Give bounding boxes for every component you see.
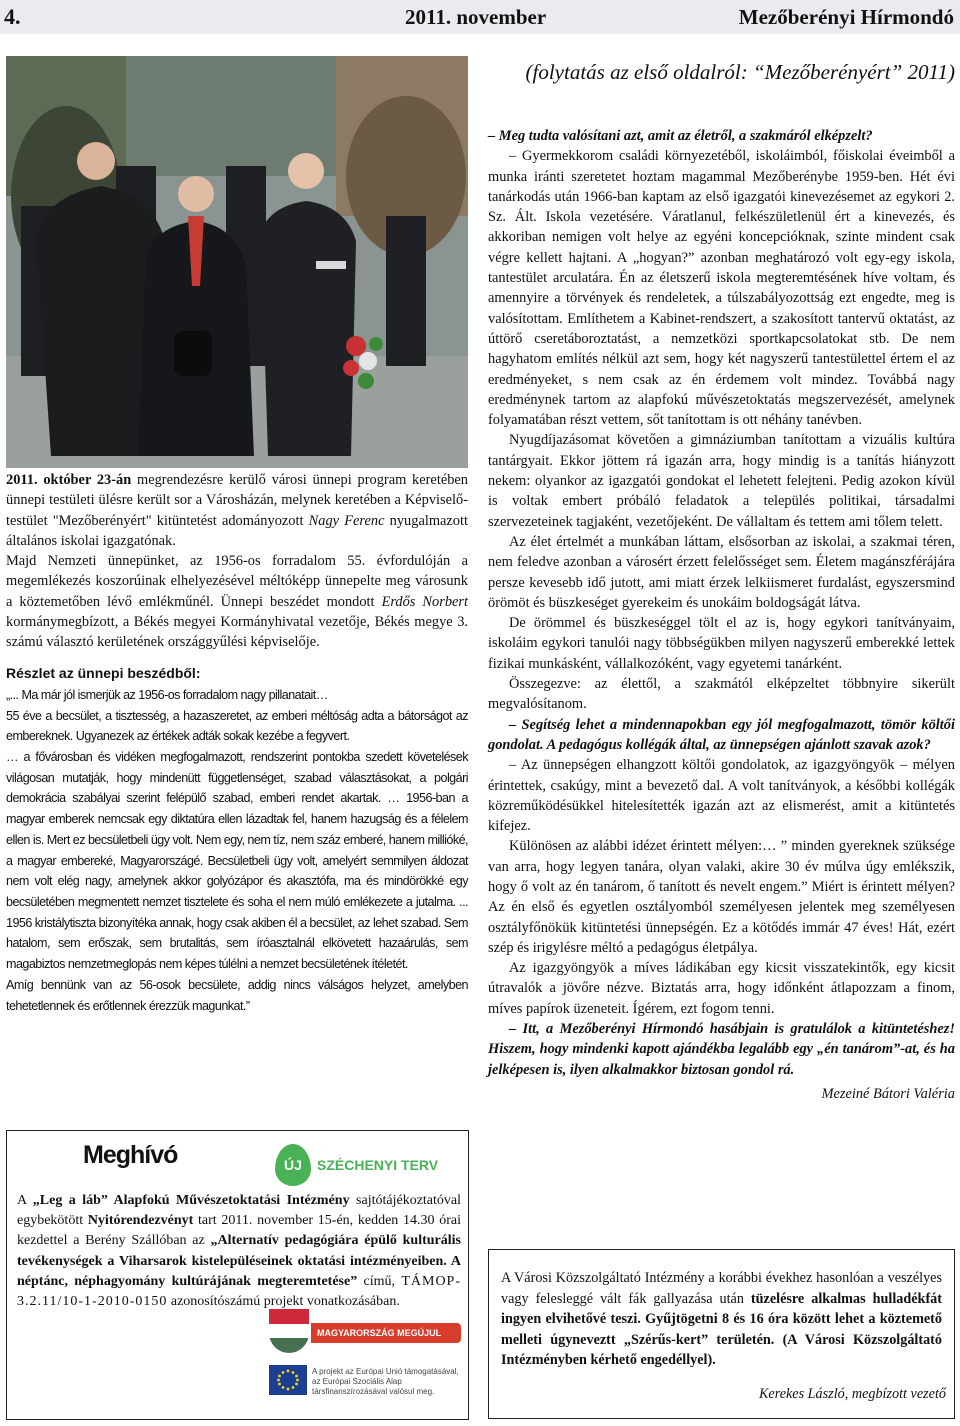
speech-paragraph: Amíg bennünk van az 56-osok becsülete, addig nincs válságos helyzet, amelyben tehetetlennek és erőtlennek érezzük magunkat.” bbox=[6, 977, 468, 1013]
invite-text-1: A bbox=[17, 1193, 33, 1208]
project-title: „Alternatív pedagógiára épülő kulturális tevékenységek a Viharsarok kistelepüléseinek oktatási intézményeiben. A néptánc, néphagyomány kultúrájának megteremtetése” bbox=[17, 1233, 461, 1289]
interview-question: – Segítség lehet a mindennapokban egy jól megfogalmazott, tömör költői gondolat. A pedagógus kollégák által, az ünnepségen ajánlott szavak azok? bbox=[488, 716, 955, 753]
institution-name: „Leg a láb” Alapfokú Művészetoktatási Intézmény bbox=[32, 1193, 350, 1208]
leaf-icon: ÚJ bbox=[275, 1144, 311, 1186]
speaker-name: Erdős Norbert bbox=[381, 593, 468, 610]
interview-answer: Különösen az alábbi idézet érintett mélyen:… ” minden gyereknek szüksége van arra, hogy legyen tanára, olyan valaki, akire 30 év múlva úgy emlékszik, hogy ő volt az én tanárom, ő tanított és nevelt engem.” Miért is érintett mélyen? Az én első és egyetlen osztályomból személyesen jelentek meg személyesen osztályfőnökük kitüntetési ünnepségén. Ez a kötődés immár 47 éves! Hát, ezért szép és irigylésre méltó a pedagógus életpálya. bbox=[488, 838, 955, 956]
invitation-text bbox=[17, 1191, 461, 1312]
invite-text-5: azonosítószámú projekt vonatkozásában. bbox=[167, 1294, 400, 1310]
commemoration-paragraph bbox=[6, 551, 468, 652]
notice-text: A Városi Közszolgáltató Intézmény a korábbi évekhez hasonlóan a veszélyes vagy felesleggé vált fák gallyazása után bbox=[501, 1270, 942, 1307]
invite-text-3: tart 2011. november 15-én, kedden 14.30 órai kezdettel a Berény Szállóban az bbox=[17, 1213, 461, 1249]
event-name: Nyitórendezvényt bbox=[87, 1213, 194, 1229]
interview-answer: Összegezve: az élettől, a szakmától elképzeltet többnyire sikerült megvalósítanom. bbox=[488, 676, 955, 713]
szechenyi-text: SZÉCHENYI TERV bbox=[317, 1157, 439, 1173]
speech-heading: Részlet az ünnepi beszédből: bbox=[6, 664, 201, 681]
interview-answer: Nyugdíjazásomat követően a gimnáziumban tanítottam a vizuális kultúra tantárgyait. Ekkor jöttem rá igazán arra, hogy mindig is a tanítás hiányzott nekem: olyankor az igazgatói gondokat el lehetett felejteni. Pedig azokon kívül is voltak embert próbáló feladatok a település politikai, társadalmi szervezeteinek tagjaként, vezetőjeként. De vállaltam és tettem ami tőlem telett. bbox=[488, 432, 955, 530]
eu-flag-icon bbox=[269, 1365, 307, 1395]
hungarian-flag-icon bbox=[269, 1309, 309, 1353]
magyarorszag-megujul-badge: MAGYARORSZÁG MEGÚJUL bbox=[311, 1323, 461, 1343]
issue-date: 2011. november bbox=[405, 4, 547, 29]
publication-name: Mezőberényi Hírmondó bbox=[738, 4, 954, 29]
page-header bbox=[0, 0, 960, 34]
author-signature: Mezeiné Bátori Valéria bbox=[821, 1085, 955, 1102]
szechenyi-logo bbox=[275, 1144, 438, 1186]
intro-text-a: megrendezésre kerülő városi ünnepi program keretében ünnepi testületi ülésre került sor a Városházán, melynek keretében a Képviselő-testület "Mezőberényért" kitüntetést adományozott bbox=[6, 472, 468, 529]
speech-paragraph: 55 éve a becsület, a tisztesség, a hazaszeretet, az emberi méltóság adta a bátorságot az embereknek. Ugyanezek az értékek adták sokak kezébe a fegyvert. bbox=[6, 708, 468, 744]
ceremony-photo bbox=[6, 56, 468, 468]
speech-paragraph: … a fővárosban és vidéken megfogalmazott, rendszerint pontokba szedett követelések világosan mutatják, hogy mindenütt függetlenséget, szabad választásokat, a polgári demokrácia szabályai szerint felépülő szabad, emberi rendet akartak. … 1956-ban a magyar emberek nemcsak egy diktatúra ellen lázadtak fel, hanem hazugság és a félelem ellen is. Mert ez becsületbeli ügy volt. Nem egy, nem tíz, nem száz emberé, hanem millióké, a magyar embereké, Magyarországé. Becsületbeli ügy volt, amelyért semmilyen áldozat nem volt elég nagy, amelynek akkor golyózápor és akasztófa, ma és mindörökké egy becsületében megmentett nemzet tisztelete és soha el nem múló emlékezete a jutalma. ... 1956 kristálytiszta bizonyítéka annak, hogy csak akiben él a becsület, az lehet szabad. Sem hatalom, sem erőszak, sem brutalitás, sem íróasztalnál elkövetett hazaárulás, sem magabiztos nemzetmeglopás nem képes túlélni a nemzet becsületének ítéletét. bbox=[6, 750, 468, 972]
notice-signature: Kerekes László, megbízott vezető bbox=[758, 1385, 946, 1402]
eu-funding-text: A projekt az Európai Unió támogatásával, az Európai Szociális Alap társfinanszírozásával valósul meg. bbox=[312, 1367, 459, 1396]
notice-box bbox=[488, 1249, 955, 1419]
interview-answer: Az igazgyöngyök a míves ládikában egy kicsit visszatekintők, egy kicsit útravalók a jövőre nézve. Biztatás arra, hogy időnként átlapozzam a finom, míves papírok üzeneteit. Ígérem, ezt fogom tenni. bbox=[488, 960, 955, 1017]
project-code: TÁMOP-3.2.11/10-1-2010-0150 bbox=[17, 1273, 461, 1310]
speech-paragraph: „... Ma már jól ismerjük az 1956-os forradalom nagy pillanatait… bbox=[6, 687, 328, 702]
speech-excerpt bbox=[6, 685, 468, 1016]
left-column-article bbox=[6, 470, 468, 1016]
interview-question: – Meg tudta valósítani azt, amit az életről, a szakmáról elképzelt? bbox=[488, 128, 873, 144]
commemoration-text: Majd Nemzeti ünnepünket, az 1956-os forradalom 55. évfordulóján a megemlékezés koszorúinak elhelyezésével méltóképp ünnepelte meg városunk a köztemetőben lévő emlékműnél. Ünnepi beszédet mondott bbox=[6, 553, 468, 610]
invite-text-2: sajtótájékoztatóval egybekötött bbox=[17, 1193, 461, 1229]
interview-answer: Az élet értelmét a munkában láttam, elsősorban az iskolai, a szakmai téren, nem feledve azonban a városért érzett felelősséget sem. Életem magánszférájára persze kevesebb idő jutott, ami miatt érzek lelkiismeret furdalást, egyszersmind örömöt és büszkeséget gyerekeim és unokáim boldogságát látva. bbox=[488, 533, 955, 611]
continuation-subtitle: (folytatás az első oldalról: “Mezőberényért” 2011) bbox=[525, 60, 955, 84]
page-number: 4. bbox=[4, 4, 21, 29]
closing-remark: – Itt, a Mezőberényi Hírmondó hasábjain is gratulálok a kitüntetéshez! Hiszem, hogy mindenki kapott ajándékba legalább egy „én tanárom”-at, és ha jelképesen is, ilyen alkalmakkor biztosan gondol rá. bbox=[488, 1021, 955, 1078]
notice-bold-text: tüzelésre alkalmas hulladékfát ingyen elvihetővé teszi. Gyűjtögetni 8 és 16 óra között lehet a köztemető melleti úgyneveztt „Szérűs-kert” területén. (A Városi Közszolgáltató Intézményben kérhető engedéllyel). bbox=[501, 1290, 942, 1368]
interview-answer: – Gyermekkorom családi környezetéből, iskoláimból, főiskolai éveimből a munka iránti szeretetet hoztam magammal Mezőberénybe 1959-ben. Hét évi tanárkodás után 1966-ban kaptam az első igazgatói kinevezésemet az egykori 2. Sz. Ált. Iskola vezetésére. Váratlanul, felkészületlenül ért a kinevezés, és akkoriban nemigen volt helye az egyéni koncepcióknak, szinte mindent csak végre kellett hajtani. A „hogyan?” azonban meghatározó volt egy-egy iskola, tantestület arculatára. Én az életszerű iskola megteremtésének híve voltam, és amennyire a törvények és rendeletek, a túlszabályozottság ezt engedte, meg is valósítottam. Említhetem a Kabinet-rendszert, a szakosított tantervű oktatást, az úttörő cseretáboroztatást, a nemzetközi sportkapcsolatokat stb. De nem hagyhatom említés nélkül azt sem, hogy két nagyszerű tantestülettel értem el az eredményeket, s nem csak az én érdemem volt mindez. Továbbá nagy eredménynek tartom az alapfokú művészetoktatás megszervezését, amelynek folyamatában részt vettem, sőt tanítottam is ott néhány tanévben. bbox=[488, 148, 955, 429]
speaker-title: kormánymegbízott, a Békés megyei Kormányhivatal vezetője, Békés megye 3. számú választó kerületének országgyűlési képviselője. bbox=[6, 614, 468, 651]
event-date: 2011. október 23-án bbox=[6, 472, 132, 488]
interview-answer: De örömmel és büszkeséggel tölt el az is, hogy egykori tanítványaim, iskoláim egykori tanulói nagy többségükben milyen nagyszerű emberekké lettek fizikai munkásként, vállalkozóként, vagy egyetemi tanárként. bbox=[488, 615, 955, 672]
invitation-box bbox=[6, 1130, 469, 1420]
intro-text-b: nyugalmazott általános iskolai igazgatónak. bbox=[6, 512, 468, 549]
interview-answer: – Az ünnepségen elhangzott költői gondolatok, az igazgyöngyök – mélyen érintettek, csakúgy, mint a bevezető dal. A volt tanítványok, a későbbi kollégák közreműködésükkel hitelesítették igazán azt az elismerést, amit a kitüntetés kifejez. bbox=[488, 757, 955, 835]
invitation-title: Meghívó bbox=[83, 1141, 178, 1169]
invite-text-4: című, bbox=[357, 1273, 402, 1289]
honoree-name: Nagy Ferenc bbox=[308, 512, 385, 529]
right-column-interview bbox=[488, 126, 955, 1104]
intro-paragraph bbox=[6, 470, 468, 551]
